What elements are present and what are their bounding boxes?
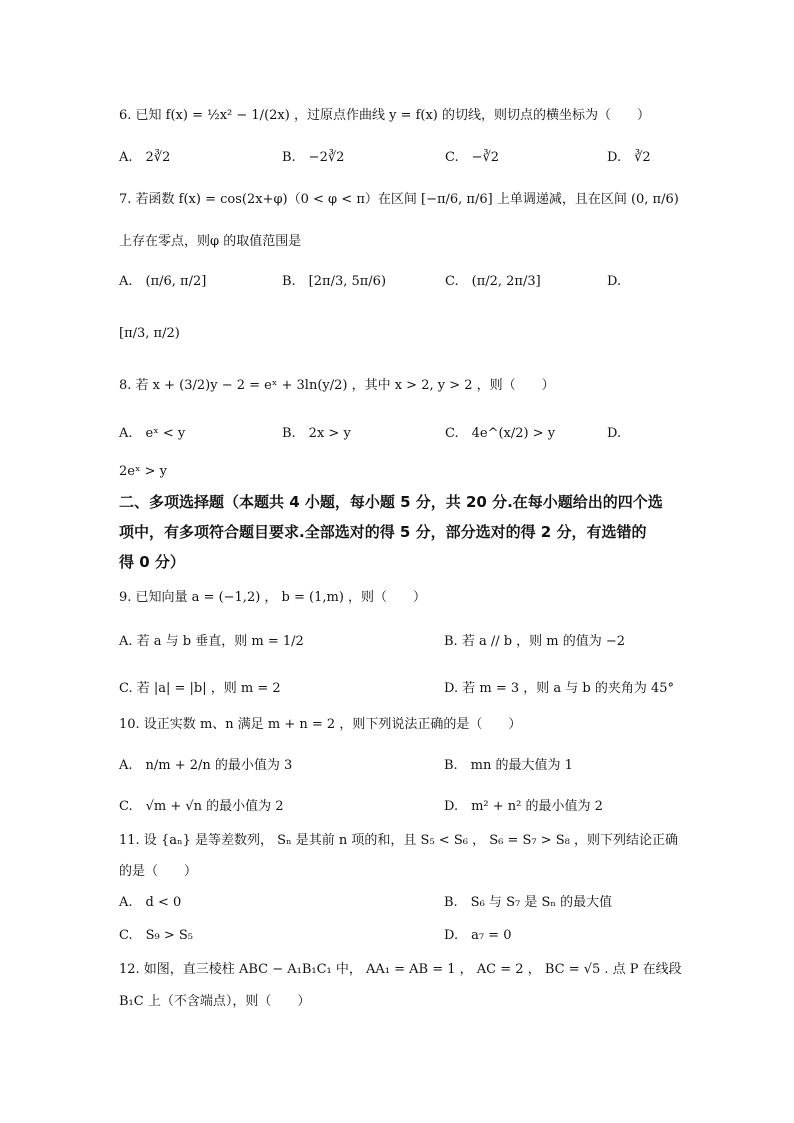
q8-option-b: B. 2x > y (282, 426, 351, 441)
q10-option-d: D. m² + n² 的最小值为 2 (444, 799, 603, 814)
q10-option-c: C. √m + √n 的最小值为 2 (119, 799, 284, 814)
q9-option-c: C. 若 |a| = |b| ，则 m = 2 (119, 681, 281, 696)
q7-stem-line1: 7. 若函数 f(x) = cos(2x+φ)（0 < φ < π）在区间 [−π/6, π/6] 上单调递减，且在区间 (0, π/6) (119, 192, 679, 207)
q7-stem-line2: 上存在零点，则φ 的取值范围是 (119, 234, 302, 249)
q10-stem: 10. 设正实数 m、n 满足 m + n = 2 ，则下列说法正确的是（ ） (119, 717, 522, 732)
q9-stem: 9. 已知向量 a = (−1,2) ， b = (1,m) ，则（ ） (119, 590, 427, 605)
q8-option-c: C. 4e^(x/2) > y (445, 426, 556, 441)
q8-stem: 8. 若 x + (3/2)y − 2 = eˣ + 3ln(y/2) ，其中 x > 2, y > 2 ，则（ ） (119, 378, 555, 393)
q10-option-a: A. n/m + 2/n 的最小值为 3 (119, 758, 293, 773)
q6-option-a: A. 2∛2 (119, 150, 171, 165)
q11-option-c: C. S₉ > S₅ (119, 928, 194, 943)
q7-option-b: B. [2π/3, 5π/6) (282, 274, 387, 289)
q11-option-a: A. d < 0 (119, 895, 182, 910)
q11-stem-line1: 11. 设 {aₙ} 是等差数列， Sₙ 是其前 n 项的和，且 S₅ < S₆ ， S₆ = S₇ > S₈ ，则下列结论正确 (119, 833, 679, 848)
q7-option-c: C. (π/2, 2π/3] (445, 274, 541, 289)
section2-heading-line2: 项中，有多项符合题目要求.全部选对的得 5 分，部分选对的得 2 分，有选错的 (119, 523, 647, 541)
q12-stem-line1: 12. 如图，直三棱柱 ABC − A₁B₁C₁ 中， AA₁ = AB = 1 ， AC = 2 ， BC = √5 . 点 P 在线段 (119, 962, 682, 977)
q11-option-d: D. a₇ = 0 (444, 928, 512, 943)
q6-option-b: B. −2∛2 (282, 150, 345, 165)
q8-option-a: A. eˣ < y (119, 426, 186, 441)
q10-option-b: B. mn 的最大值为 1 (444, 758, 573, 773)
q6-stem: 6. 已知 f(x) = ½x² − 1/(2x) ，过原点作曲线 y = f(x) 的切线，则切点的横坐标为（ ） (119, 108, 650, 123)
q6-option-c: C. −∛2 (445, 150, 500, 165)
section2-heading-line1: 二、多项选择题（本题共 4 小题，每小题 5 分，共 20 分.在每小题给出的四个选 (119, 493, 663, 511)
q9-option-a: A. 若 a 与 b 垂直，则 m = 1/2 (119, 634, 304, 649)
q8-option-d-value: 2eˣ > y (119, 464, 167, 479)
q12-stem-line2: B₁C 上（不含端点），则（ ） (119, 994, 311, 1009)
q9-option-b: B. 若 a // b ，则 m 的值为 −2 (444, 634, 626, 649)
q8-option-d: D. (607, 426, 622, 441)
q11-option-b: B. S₆ 与 S₇ 是 Sₙ 的最大值 (444, 895, 613, 910)
q11-stem-line2: 的是（ ） (119, 864, 198, 879)
q7-option-a: A. (π/6, π/2] (119, 274, 207, 289)
q7-option-d: D. (607, 274, 622, 289)
section2-heading-line3: 得 0 分） (119, 553, 185, 571)
q6-option-d: D. ∛2 (607, 150, 651, 165)
q7-option-d-value: [π/3, π/2) (119, 326, 180, 341)
q9-option-d: D. 若 m = 3 ，则 a 与 b 的夹角为 45° (444, 681, 675, 696)
